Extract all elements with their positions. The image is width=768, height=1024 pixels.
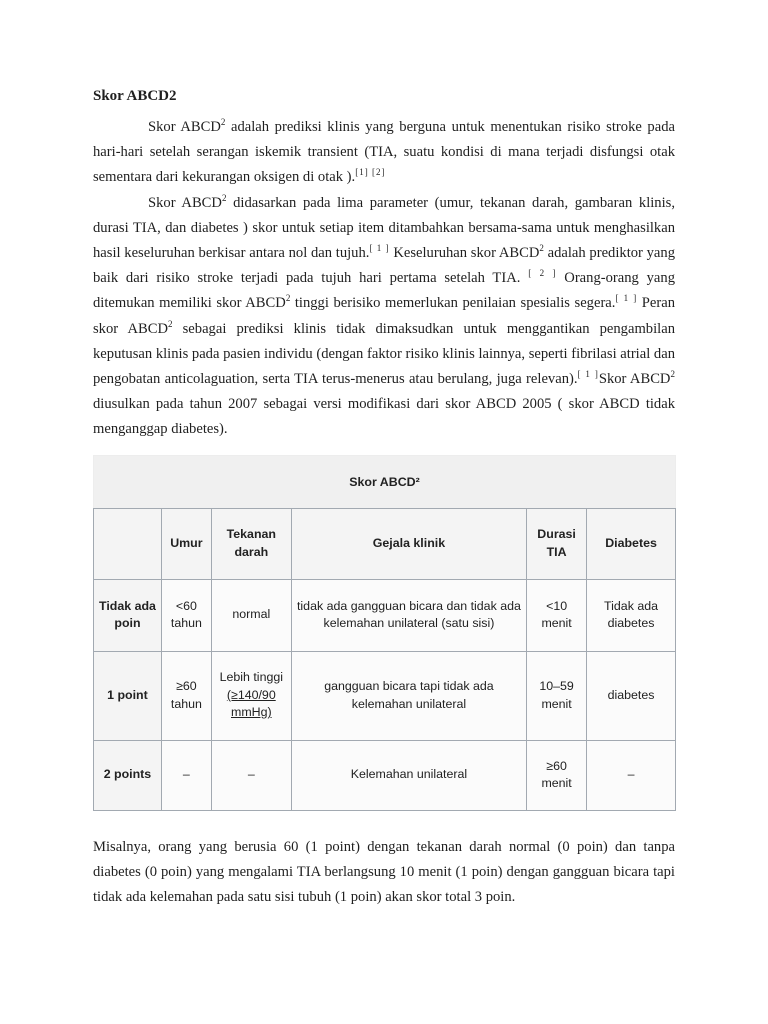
bp-threshold-link[interactable]: (≥140/90 mmHg) <box>226 687 276 720</box>
table-cell: normal <box>211 579 291 651</box>
superscript: 2 <box>539 243 544 254</box>
table-cell: gangguan bicara tapi tidak ada kelemahan unilateral <box>291 651 526 740</box>
citation-ref[interactable]: [ 1 ] <box>369 243 390 254</box>
citation-ref[interactable]: [ 1 ] <box>577 369 599 380</box>
header-cell-age: Umur <box>161 508 211 579</box>
row-label: 2 points <box>94 740 162 810</box>
table-cell: <60 tahun <box>161 579 211 651</box>
header-cell-clinical-features: Gejala klinik <box>291 508 526 579</box>
table-cell: tidak ada gangguan bicara dan tidak ada kelemahan unilateral (satu sisi) <box>291 579 526 651</box>
table-row <box>94 740 676 810</box>
row-label: Tidak ada poin <box>94 579 162 651</box>
abcd2-score-table <box>93 455 676 811</box>
citation-ref[interactable]: [ 1 ] <box>615 293 638 304</box>
text-run: didasarkan pada lima parameter (umur, tekanan darah, gambaran klinis, durasi TIA, dan diabetes ) skor untuk setiap item ditambahkan bersama-sama untuk menghasilkan hasil keseluruhan berkisar antara nol dan tujuh. <box>93 194 675 262</box>
superscript: 2 <box>670 369 675 380</box>
text-run: Skor ABCD <box>148 194 222 211</box>
table-cell: Kelemahan unilateral <box>291 740 526 810</box>
table-header-row <box>94 508 676 579</box>
document-content <box>93 86 675 910</box>
superscript: 2 <box>221 192 227 203</box>
table-row <box>94 651 676 740</box>
table-cell: ≥60 tahun <box>161 651 211 740</box>
example-paragraph: Misalnya, orang yang berusia 60 (1 point) dengan tekanan darah normal (0 poin) dan tanpa diabetes (0 poin) yang mengalami TIA berlangsung 10 menit (1 poin) dengan gangguan bicara tapi tidak ada kelemahan pada satu sisi tubuh (1 poin) akan skor total 3 poin. <box>93 838 675 906</box>
table-cell: Tidak ada diabetes <box>587 579 676 651</box>
table-cell: 10–59 menit <box>527 651 587 740</box>
description-paragraph <box>93 191 675 443</box>
text-run: adalah prediksi klinis yang berguna untuk menentukan risiko stroke pada hari-hari setelah serangan iskemik transient (TIA, suatu kondisi di mana terjadi disfungsi otak sementara dari kekurangan oksigen di otak ). <box>93 119 675 186</box>
text-run: Orang-orang yang ditemukan memiliki skor ABCD <box>93 270 675 312</box>
table-cell-blood-pressure <box>211 651 291 740</box>
superscript: 2 <box>285 293 291 304</box>
citation-ref[interactable]: [1] [2] <box>355 167 386 178</box>
text-run: Skor ABCD <box>598 371 671 388</box>
header-cell-blood-pressure: Tekanan darah <box>211 508 291 579</box>
text-run: Peran skor ABCD <box>93 295 675 337</box>
table-cell: <10 menit <box>527 579 587 651</box>
text-run: diusulkan pada tahun 2007 sebagai versi modifikasi dari skor ABCD 2005 ( skor ABCD tidak menganggap diabetes). <box>93 396 675 438</box>
text-run: tinggi berisiko memerlukan penilaian spesialis segera. <box>290 295 616 312</box>
intro-paragraph <box>93 115 675 191</box>
text-run: Skor ABCD <box>148 119 221 135</box>
table-cell: – <box>211 740 291 810</box>
header-cell-duration: Durasi TIA <box>527 508 587 579</box>
bp-text: Lebih tinggi <box>219 670 283 685</box>
text-run: adalah prediktor yang baik dari risiko stroke terjadi pada tujuh hari pertama setelah TIA. <box>93 245 676 287</box>
table-cell: diabetes <box>587 651 676 740</box>
section-heading: Skor ABCD2 <box>93 88 177 104</box>
superscript: 2 <box>220 117 226 127</box>
text-run: Keseluruhan skor ABCD <box>389 245 540 262</box>
superscript: 2 <box>168 318 173 329</box>
table-cell: – <box>587 740 676 810</box>
table-row <box>94 579 676 651</box>
row-label: 1 point <box>94 651 162 740</box>
header-cell-empty <box>94 508 162 579</box>
table-caption: Skor ABCD² <box>93 455 676 508</box>
text-run: sebagai prediksi klinis tidak dimaksudkan untuk menggantikan pengambilan keputusan klinis pada pasien individu (dengan faktor risiko klinis lainnya, seperti fibrilasi atrial dan pengobatan anticolaguation, serta TIA terus-menerus atau berulang, juga relevan). <box>93 320 675 388</box>
header-cell-diabetes: Diabetes <box>587 508 676 579</box>
citation-ref[interactable]: [ 2 ] <box>528 268 557 279</box>
table-cell: – <box>161 740 211 810</box>
table-cell: ≥60 menit <box>527 740 587 810</box>
